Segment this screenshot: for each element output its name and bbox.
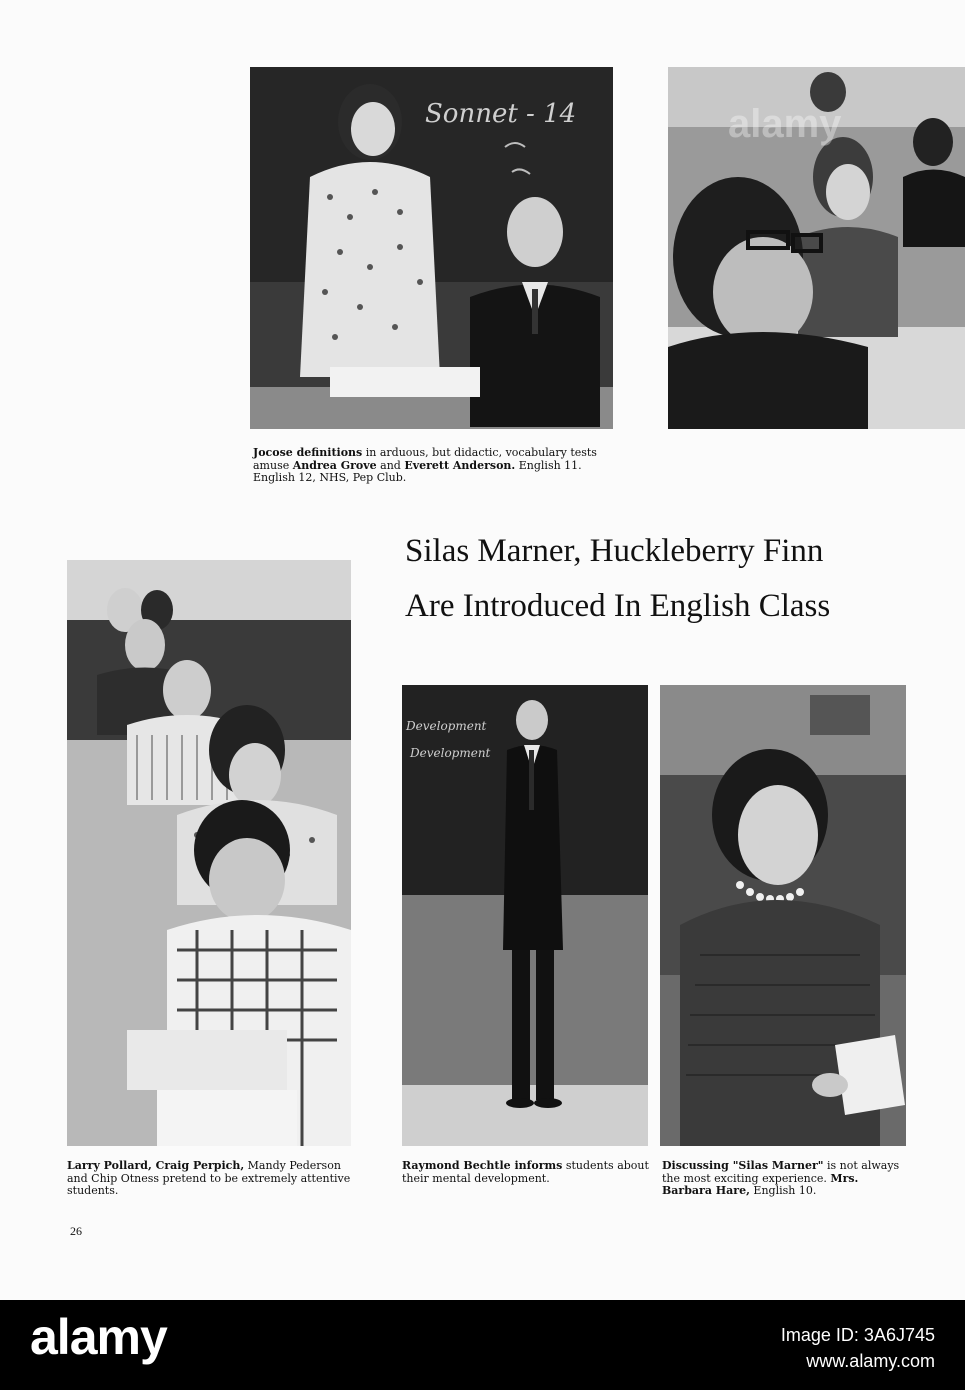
footer-image-info bbox=[781, 1322, 935, 1374]
headline-line-2: Are Introduced In English Class bbox=[405, 588, 831, 624]
caption-raymond-bechtle bbox=[402, 1160, 650, 1185]
stock-footer bbox=[0, 1300, 965, 1390]
caption-text: students about their mental development. bbox=[402, 1159, 649, 1185]
photo-mrs-hare bbox=[660, 685, 906, 1146]
caption-text: Mandy Pederson and Chip Otness pretend to be extremely attentive students. bbox=[67, 1159, 351, 1197]
alamy-logo[interactable]: alamy bbox=[30, 1309, 167, 1365]
caption-text-1: in arduous, but didactic, vocabulary tests amuse bbox=[253, 446, 597, 472]
site-url[interactable]: www.alamy.com bbox=[806, 1351, 935, 1371]
photo-class-students bbox=[668, 67, 965, 429]
caption-bold-2: Mrs. Barbara Hare, bbox=[662, 1171, 859, 1197]
page-number: 26 bbox=[70, 1224, 82, 1238]
image-id: Image ID: 3A6J745 bbox=[780, 1325, 935, 1345]
headline-line-1: Silas Marner, Huckleberry Finn bbox=[405, 533, 824, 569]
caption-bold-names: Larry Pollard, Craig Perpich, bbox=[67, 1159, 245, 1172]
photo-vocabulary-test bbox=[250, 67, 613, 429]
caption-bold-1: Discussing "Silas Marner" bbox=[662, 1159, 824, 1172]
caption-attentive-students bbox=[67, 1160, 351, 1198]
photo-attentive-students bbox=[67, 560, 351, 1146]
caption-bold-2: Andrea Grove bbox=[292, 458, 377, 472]
caption-silas-marner bbox=[662, 1160, 908, 1198]
caption-text-2: English 10. bbox=[749, 1184, 817, 1197]
chalk-line-2: Development bbox=[410, 746, 491, 760]
chalk-line-1: Development bbox=[406, 719, 487, 733]
caption-vocabulary bbox=[253, 447, 613, 485]
caption-text-1: is not always the most exciting experience. bbox=[662, 1159, 900, 1185]
alamy-watermark: alamy bbox=[728, 102, 842, 146]
caption-text-2: and bbox=[376, 458, 405, 472]
caption-bold-name: Raymond Bechtle informs bbox=[402, 1159, 563, 1172]
photo-teacher-chalkboard bbox=[402, 685, 648, 1146]
caption-text-3: English 11. English 12, NHS, Pep Club. bbox=[253, 458, 582, 484]
chalk-writing: Sonnet - 14 bbox=[425, 99, 577, 129]
caption-bold-3: Everett Anderson. bbox=[404, 458, 516, 472]
caption-bold-1: Jocose definitions bbox=[253, 446, 363, 459]
